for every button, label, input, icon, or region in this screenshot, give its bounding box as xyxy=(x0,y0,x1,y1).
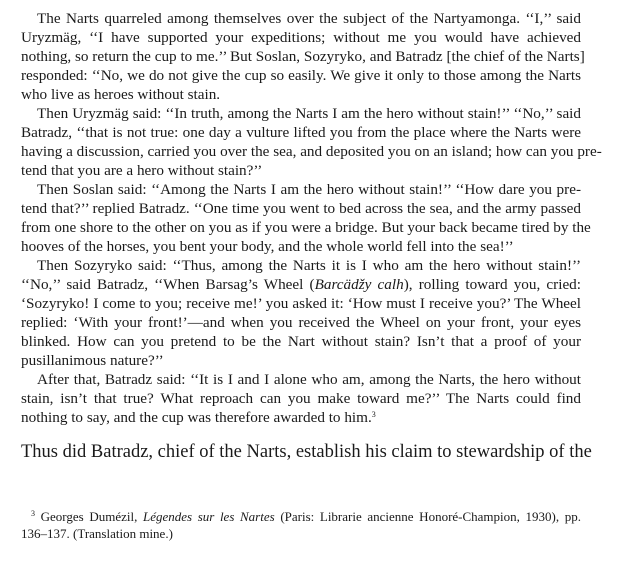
quote-line: stain, isn’t that true? What reproach can you make toward me?’’ The Narts could find xyxy=(21,390,581,407)
quote-line: The Narts quarreled among themselves over the subject of the Nartyamonga. ‘‘I,’’ said xyxy=(37,10,581,27)
quote-line: who live as heroes without stain. xyxy=(21,86,221,103)
quote-line: pusillanimous nature?’’ xyxy=(21,352,164,369)
footnote-marker: 3 xyxy=(31,509,35,518)
quote-line: Then Uryzmäg said: ‘‘In truth, among the Narts I am the hero without stain!’’ ‘‘No,’’ said xyxy=(37,105,581,122)
footnote-title: Légendes sur les Nartes xyxy=(142,509,275,524)
quote-line: responded: ‘‘No, we do not give the cup so easily. We give it only to those among the Narts xyxy=(21,67,581,84)
footnote-publication: (Paris: Librarie ancienne Honoré-Champion, 1930), pp. xyxy=(280,509,581,524)
quote-line: from one shore to the other on you as if you were a bridge. But your back became tired by the xyxy=(21,219,591,236)
quote-line: hooves of the horses, you bent your body, and the whole world fell into the sea!’’ xyxy=(21,238,514,255)
quote-line: Uryzmäg, ‘‘I have supported your expeditions; without me you would have achieved xyxy=(21,29,581,46)
quote-line: ‘Sozyryko! I come to you; receive me!’ you asked it: ‘How must I receive you?’ The Wheel xyxy=(21,295,581,312)
italic-term: Barcädžy calh xyxy=(314,276,404,293)
quote-line: having a discussion, carried you over the sea, and deposited you on an island; how can you pre- xyxy=(21,143,602,160)
quote-line: Then Soslan said: ‘‘Among the Narts I am the hero without stain!’’ ‘‘How dare you pre- xyxy=(37,181,581,198)
quote-line: After that, Batradz said: ‘‘It is I and I alone who am, among the Narts, the hero without xyxy=(37,371,581,388)
quote-line: blinked. How can you pretend to be the Nart without stain? Isn’t that a proof of your xyxy=(21,333,581,350)
quote-line: replied: ‘With your front!’—and when you received the Wheel on your front, your eyes xyxy=(21,314,581,331)
quote-line: Batradz, ‘‘that is not true: one day a vulture lifted you from the place where the Narts were xyxy=(21,124,581,141)
quote-text: ‘‘No,’’ said Batradz, ‘‘When Barsag’s Wheel ( xyxy=(21,276,315,293)
quote-line: tend that you are a hero without stain?’’ xyxy=(21,162,263,179)
quote-line xyxy=(21,408,581,427)
quote-line: Then Sozyryko said: ‘‘Thus, among the Narts it is I who am the hero without stain!’’ xyxy=(37,257,581,274)
footnote-ref: 3 xyxy=(371,410,376,419)
footnote-line: 136–137. (Translation mine.) xyxy=(21,526,173,541)
quote-text: ), rolling toward you, cried: xyxy=(403,276,581,293)
footnote-author: Georges Dumézil, xyxy=(40,509,138,524)
quote-line xyxy=(21,275,581,294)
quote-text: nothing to say, and the cup was therefore awarded to him. xyxy=(21,409,372,426)
body-paragraph-line: Thus did Batradz, chief of the Narts, establish his claim to stewardship of the xyxy=(21,442,592,462)
quote-line: tend that?’’ replied Batradz. ‘‘One time you went to bed across the sea, and the army passed xyxy=(21,200,581,217)
quote-line: nothing, so return the cup to me.’’ But Soslan, Sozyryko, and Batradz [the chief of the Narts] xyxy=(21,48,585,65)
footnote-line xyxy=(31,508,581,525)
